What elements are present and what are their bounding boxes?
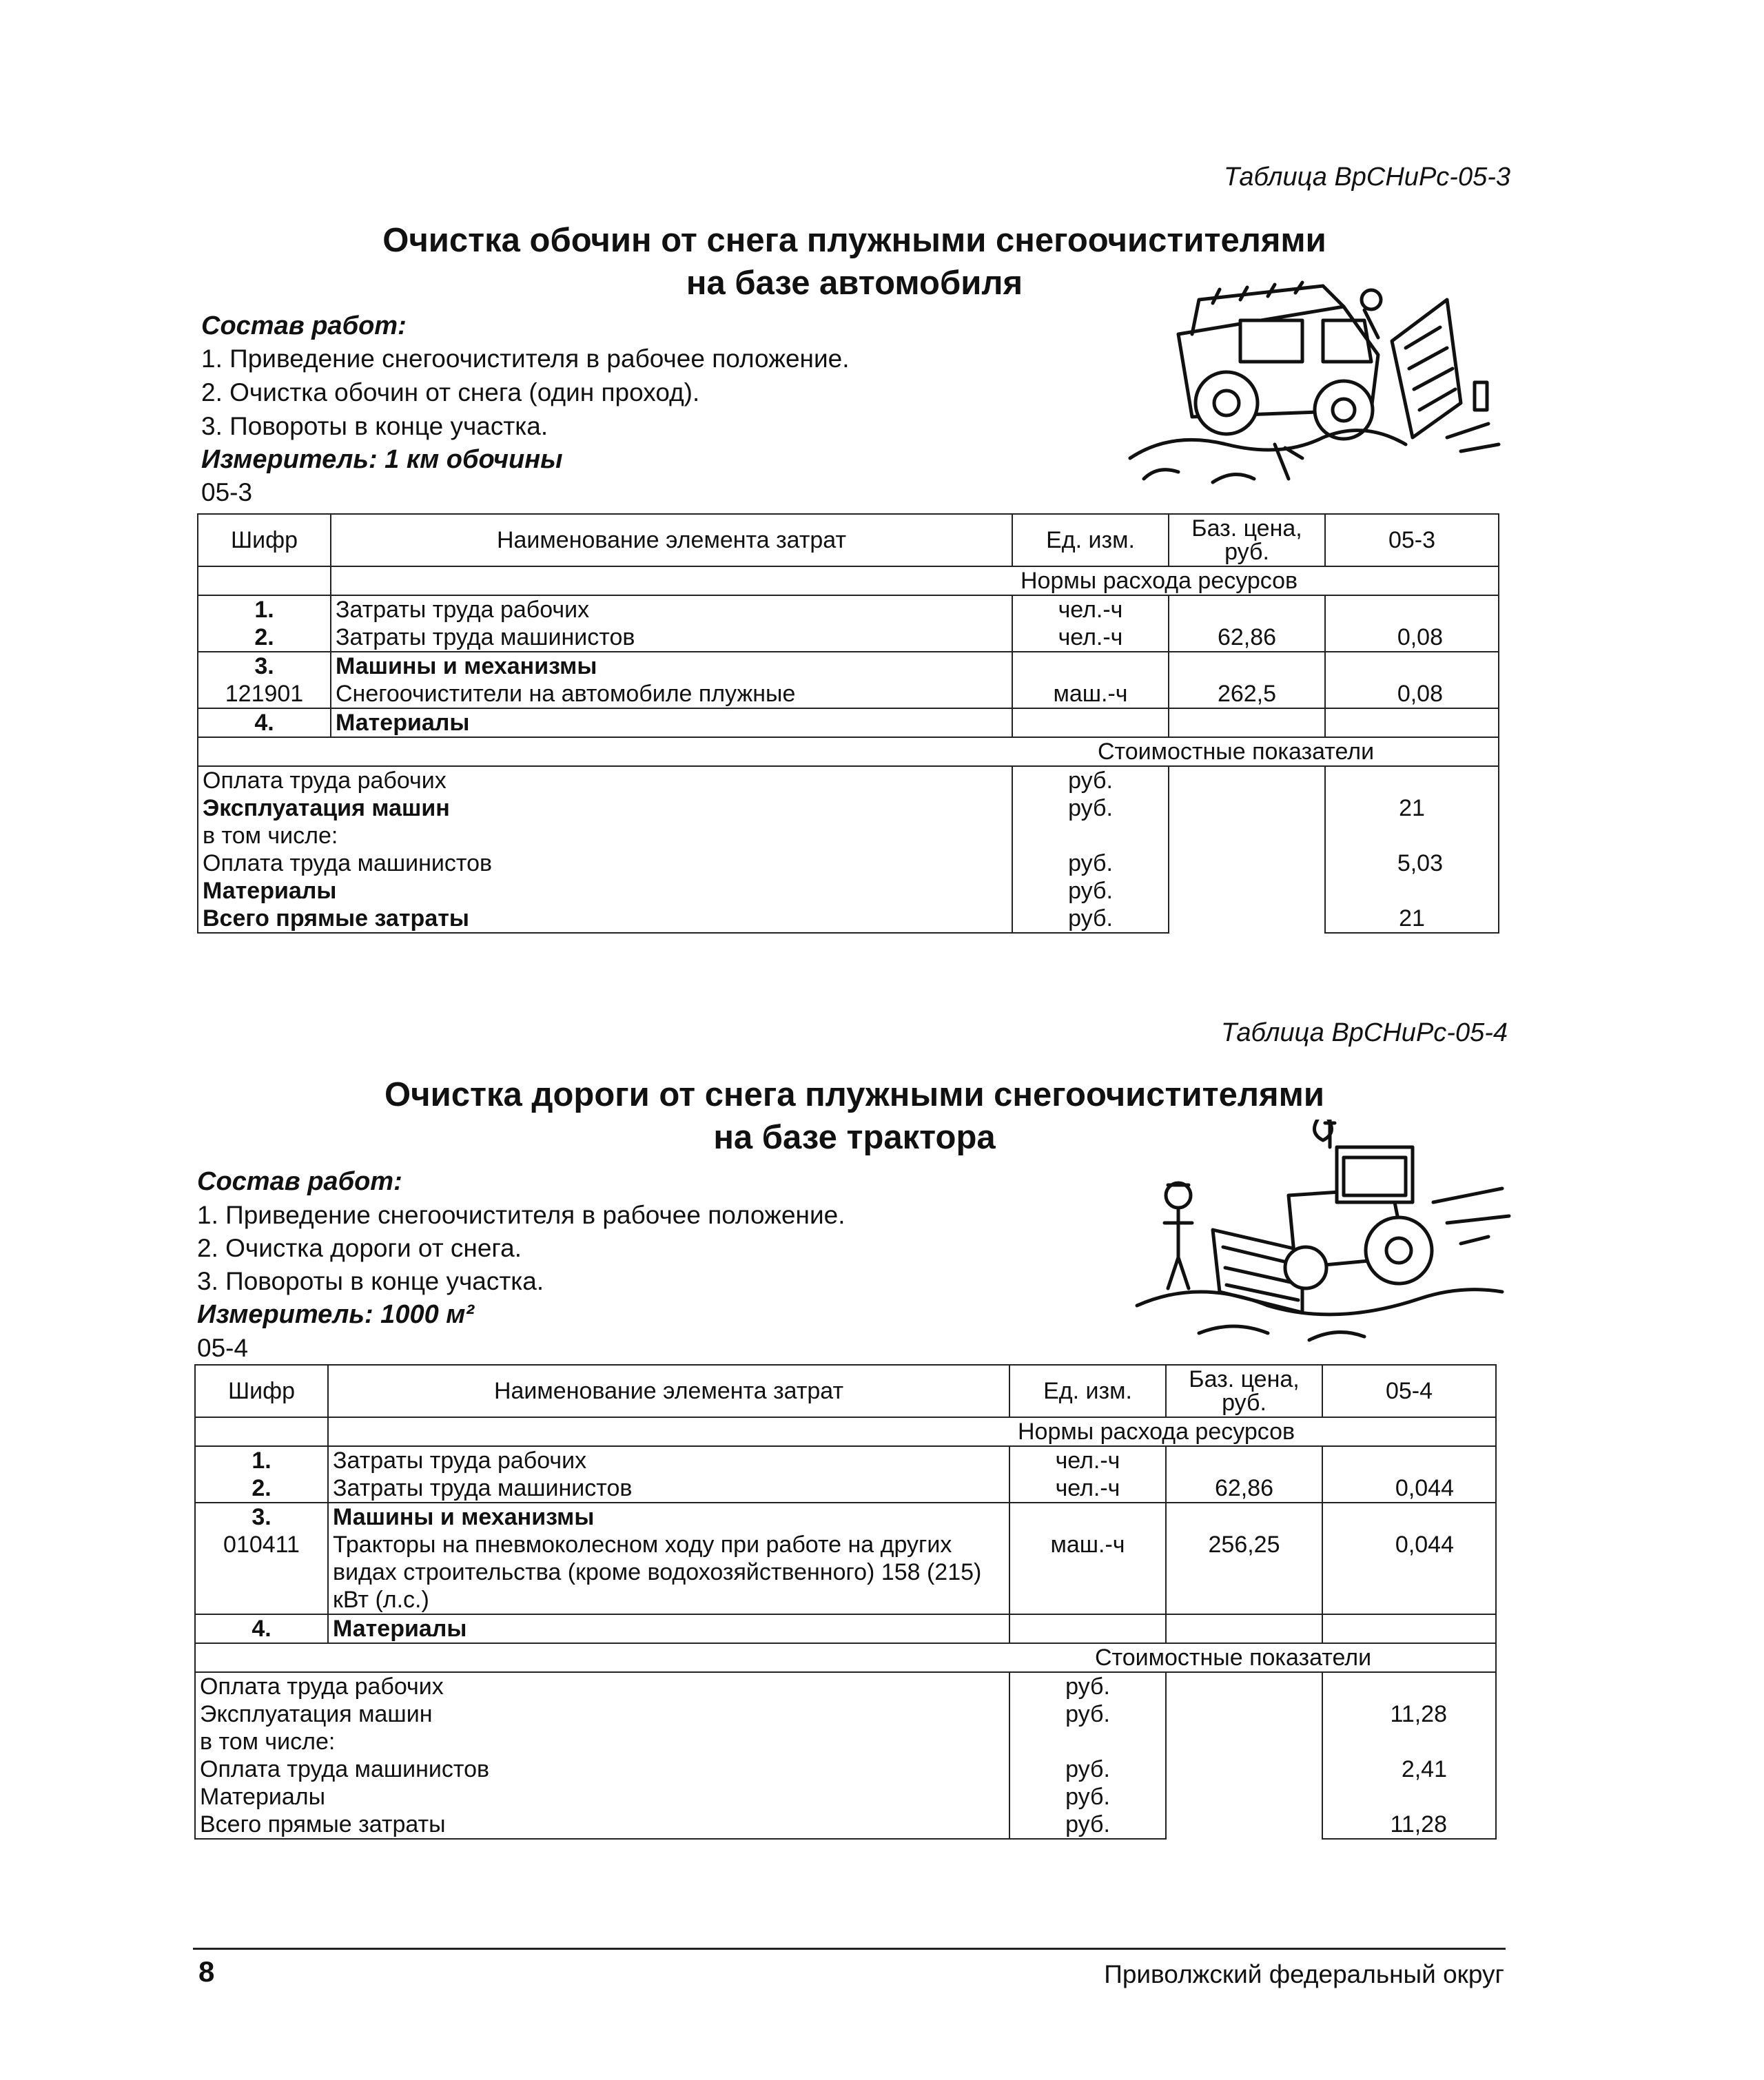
row-name: Затраты труда машинистов (328, 1474, 1009, 1503)
table-row (198, 652, 1499, 680)
row-unit: чел.-ч (1012, 624, 1169, 652)
tractor-plow-illustration (1130, 1120, 1516, 1347)
cost-value: 21 (1325, 794, 1499, 822)
cost-name: Оплата труда машинистов (198, 849, 1012, 877)
resource-table (194, 1364, 1497, 1840)
row-number: 3. (195, 1503, 328, 1531)
resource-table (197, 513, 1499, 934)
row-name: Затраты труда рабочих (331, 595, 1012, 624)
column-header: 05-3 (1325, 514, 1499, 566)
section-label: Нормы расхода ресурсов (331, 566, 1499, 595)
row-number: 1. (195, 1446, 328, 1474)
cost-unit: руб. (1009, 1811, 1166, 1839)
cost-value: 11,28 (1322, 1811, 1496, 1839)
table-code: 05-3 (201, 478, 253, 506)
work-item: 3. Повороты в конце участка. (201, 412, 548, 440)
cost-unit: руб. (1012, 849, 1169, 877)
work-item: 2. Очистка дороги от снега. (197, 1234, 522, 1262)
row-number: 3. (198, 652, 331, 680)
cost-unit: руб. (1009, 1700, 1166, 1728)
cost-value: 2,41 (1322, 1755, 1496, 1783)
table-row (195, 1446, 1496, 1474)
page-number: 8 (198, 1955, 215, 1988)
cost-unit: руб. (1012, 766, 1169, 794)
measure-unit: Измеритель: 1000 м² (197, 1300, 475, 1329)
footer-divider (193, 1948, 1506, 1950)
section-label: Стоимостные показатели (198, 737, 1499, 766)
row-price: 256,25 (1166, 1531, 1322, 1614)
title-line: Очистка дороги от снега плужными снегоочистителями (384, 1076, 1324, 1113)
row-value: 0,08 (1325, 624, 1499, 652)
title-line: на базе трактора (713, 1119, 996, 1156)
row-value: 0,044 (1322, 1474, 1496, 1503)
cost-name: Всего прямые затраты (195, 1811, 1009, 1839)
row-name: Затраты труда рабочих (328, 1446, 1009, 1474)
row-code: 121901 (198, 680, 331, 708)
cost-name: в том числе: (195, 1728, 1009, 1755)
section-label: Нормы расхода ресурсов (328, 1417, 1496, 1446)
table-row (198, 680, 1499, 708)
column-header: Баз. цена, руб. (1169, 514, 1325, 566)
cost-unit: руб. (1012, 905, 1169, 933)
table-row (195, 1614, 1496, 1643)
row-name: Тракторы на пневмоколесном ходу при работе на других видах строительства (кроме водохозяйственного) 158 (215) кВт (л.с.) (328, 1531, 1009, 1614)
row-code: 010411 (195, 1531, 328, 1614)
row-number: 1. (198, 595, 331, 624)
cost-unit: руб. (1012, 877, 1169, 905)
work-item: 1. Приведение снегоочистителя в рабочее положение. (197, 1201, 845, 1229)
row-value: 0,044 (1322, 1531, 1496, 1614)
section-label: Стоимостные показатели (195, 1643, 1496, 1672)
cost-name: Всего прямые затраты (198, 905, 1012, 933)
column-header: Наименование элемента затрат (328, 1365, 1009, 1417)
cost-unit: руб. (1012, 794, 1169, 822)
column-header: 05-4 (1322, 1365, 1496, 1417)
row-name: Затраты труда машинистов (331, 624, 1012, 652)
cost-name: Оплата труда рабочих (198, 766, 1012, 794)
cost-name: Эксплуатация машин (195, 1700, 1009, 1728)
work-item: 1. Приведение снегоочистителя в рабочее положение. (201, 344, 850, 373)
cost-name: Материалы (198, 877, 1012, 905)
row-price: 62,86 (1169, 624, 1325, 652)
cost-value: 11,28 (1322, 1700, 1496, 1728)
table-code: 05-4 (197, 1334, 249, 1362)
cost-unit: руб. (1009, 1672, 1166, 1700)
cost-row (198, 766, 1499, 794)
row-unit: маш.-ч (1009, 1531, 1166, 1614)
footer-region: Приволжский федеральный округ (1104, 1960, 1504, 1988)
title-line: на базе автомобиля (686, 265, 1023, 302)
measure-unit: Измеритель: 1 км обочины (201, 445, 563, 474)
row-name: Машины и механизмы (331, 652, 1012, 680)
work-item: 3. Повороты в конце участка. (197, 1267, 544, 1295)
row-unit: чел.-ч (1009, 1474, 1166, 1503)
table-caption: Таблица ВрСНиРс-05-4 (1220, 1018, 1508, 1047)
cost-name: Оплата труда рабочих (195, 1672, 1009, 1700)
cost-name: в том числе: (198, 822, 1012, 849)
cost-row (195, 1672, 1496, 1700)
row-value: 0,08 (1325, 680, 1499, 708)
row-unit: чел.-ч (1012, 595, 1169, 624)
row-name: Снегоочистители на автомобиле плужные (331, 680, 1012, 708)
table-row (198, 624, 1499, 652)
row-name: Машины и механизмы (328, 1503, 1009, 1531)
column-header: Шифр (198, 514, 331, 566)
row-number: 2. (198, 624, 331, 652)
cost-name: Материалы (195, 1783, 1009, 1811)
table-row (195, 1531, 1496, 1614)
cost-value: 21 (1325, 905, 1499, 933)
table-row (195, 1503, 1496, 1531)
column-header: Ед. изм. (1012, 514, 1169, 566)
column-header: Баз. цена, руб. (1166, 1365, 1322, 1417)
cost-name: Эксплуатация машин (198, 794, 1012, 822)
column-header: Ед. изм. (1009, 1365, 1166, 1417)
column-header: Шифр (195, 1365, 328, 1417)
row-name: Материалы (331, 708, 1012, 737)
table-caption: Таблица ВрСНиРс-05-3 (1223, 163, 1510, 192)
cost-name: Оплата труда машинистов (195, 1755, 1009, 1783)
row-price: 62,86 (1166, 1474, 1322, 1503)
work-heading: Состав работ: (197, 1167, 402, 1196)
snowplow-truck-illustration (1116, 272, 1502, 500)
work-heading: Состав работ: (201, 311, 407, 340)
row-number: 4. (198, 708, 331, 737)
row-number: 2. (195, 1474, 328, 1503)
table-row (198, 595, 1499, 624)
table-row (195, 1474, 1496, 1503)
cost-unit: руб. (1009, 1755, 1166, 1783)
row-price: 262,5 (1169, 680, 1325, 708)
table-row (198, 708, 1499, 737)
row-name: Материалы (328, 1614, 1009, 1643)
work-item: 2. Очистка обочин от снега (один проход). (201, 378, 700, 406)
title-line: Очистка обочин от снега плужными снегоочистителями (382, 222, 1326, 259)
row-unit: маш.-ч (1012, 680, 1169, 708)
row-unit: чел.-ч (1009, 1446, 1166, 1474)
cost-unit: руб. (1009, 1783, 1166, 1811)
cost-value: 5,03 (1325, 849, 1499, 877)
column-header: Наименование элемента затрат (331, 514, 1012, 566)
row-number: 4. (195, 1614, 328, 1643)
